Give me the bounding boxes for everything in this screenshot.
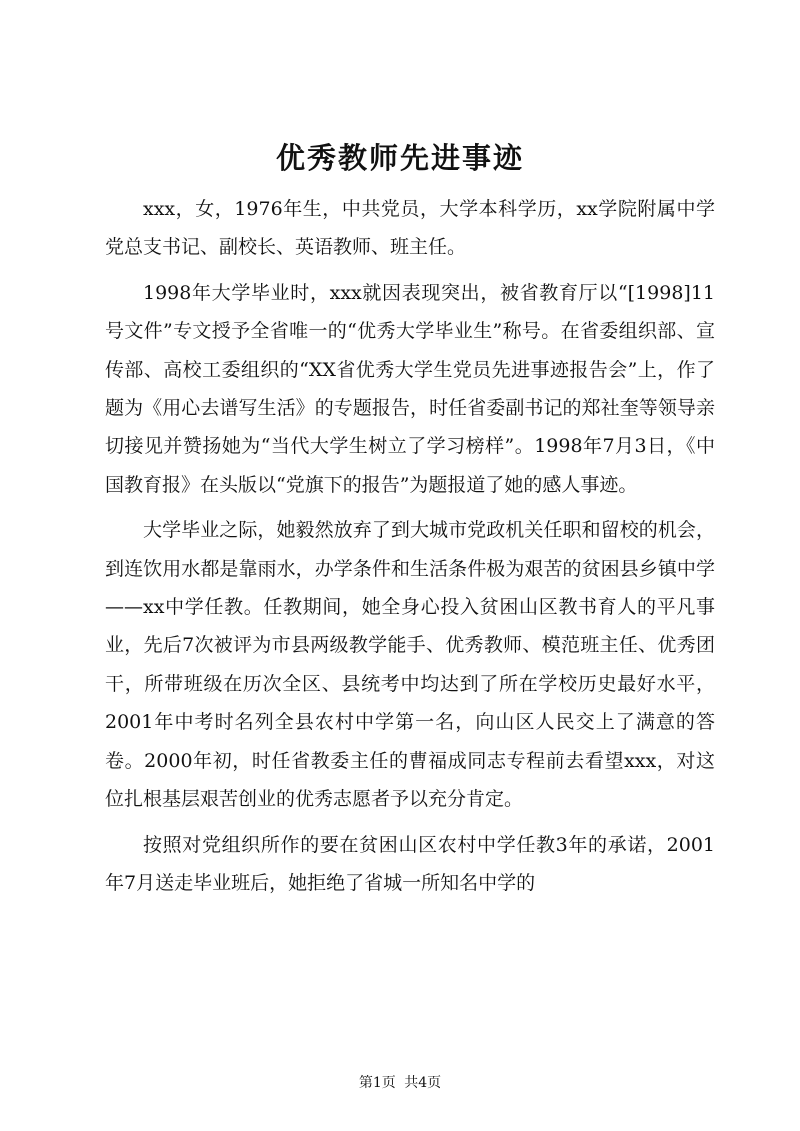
page-number: 第1页 (358, 1075, 396, 1091)
document-body (105, 190, 715, 909)
paragraph-4: 按照对党组织所作的要在贫困山区农村中学任教3年的承诺，2001年7月送走毕业班后，她拒绝了省城一所知名中学的 (105, 833, 715, 894)
page-total: 共4页 (404, 1075, 442, 1091)
page-footer (0, 1073, 800, 1093)
paragraph-1: xxx，女，1976年生，中共党员，大学本科学历，xx学院附属中学党总支书记、副校长、英语教师、班主任。 (105, 198, 715, 259)
document-title: 优秀教师先进事迹 (275, 141, 524, 175)
paragraph-2: 1998年大学毕业时，xxx就因表现突出，被省教育厅以“[1998]11号文件”专文授予全省唯一的“优秀大学毕业生”称号。在省委组织部、宣传部、高校工委组织的“XX省优秀大学生党员先进事迹报告会”上，作了题为《用心去谱写生活》的专题报告，时任省委副书记的郑社奎等领导亲切接见并赞扬她为“当代大学生树立了学习榜样”。1998年7月3日，《中国教育报》在头版以“党旗下的报告”为题报道了她的感人事迹。 (105, 281, 715, 496)
paragraph-3: 大学毕业之际，她毅然放弃了到大城市党政机关任职和留校的机会，到连饮用水都是靠雨水，办学条件和生活条件极为艰苦的贫困县乡镇中学——xx中学任教。任教期间，她全身心投入贫困山区教书育人的平凡事业，先后7次被评为市县两级教学能手、优秀教师、模范班主任、优秀团干，所带班级在历次全区、县统考中均达到了所在学校历史最好水平，2001年中考时名列全县农村中学第一名，向山区人民交上了满意的答卷。2000年初，时任省教委主任的曹福成同志专程前去看望xxx，对这位扎根基层艰苦创业的优秀志愿者予以充分肯定。 (105, 519, 715, 811)
